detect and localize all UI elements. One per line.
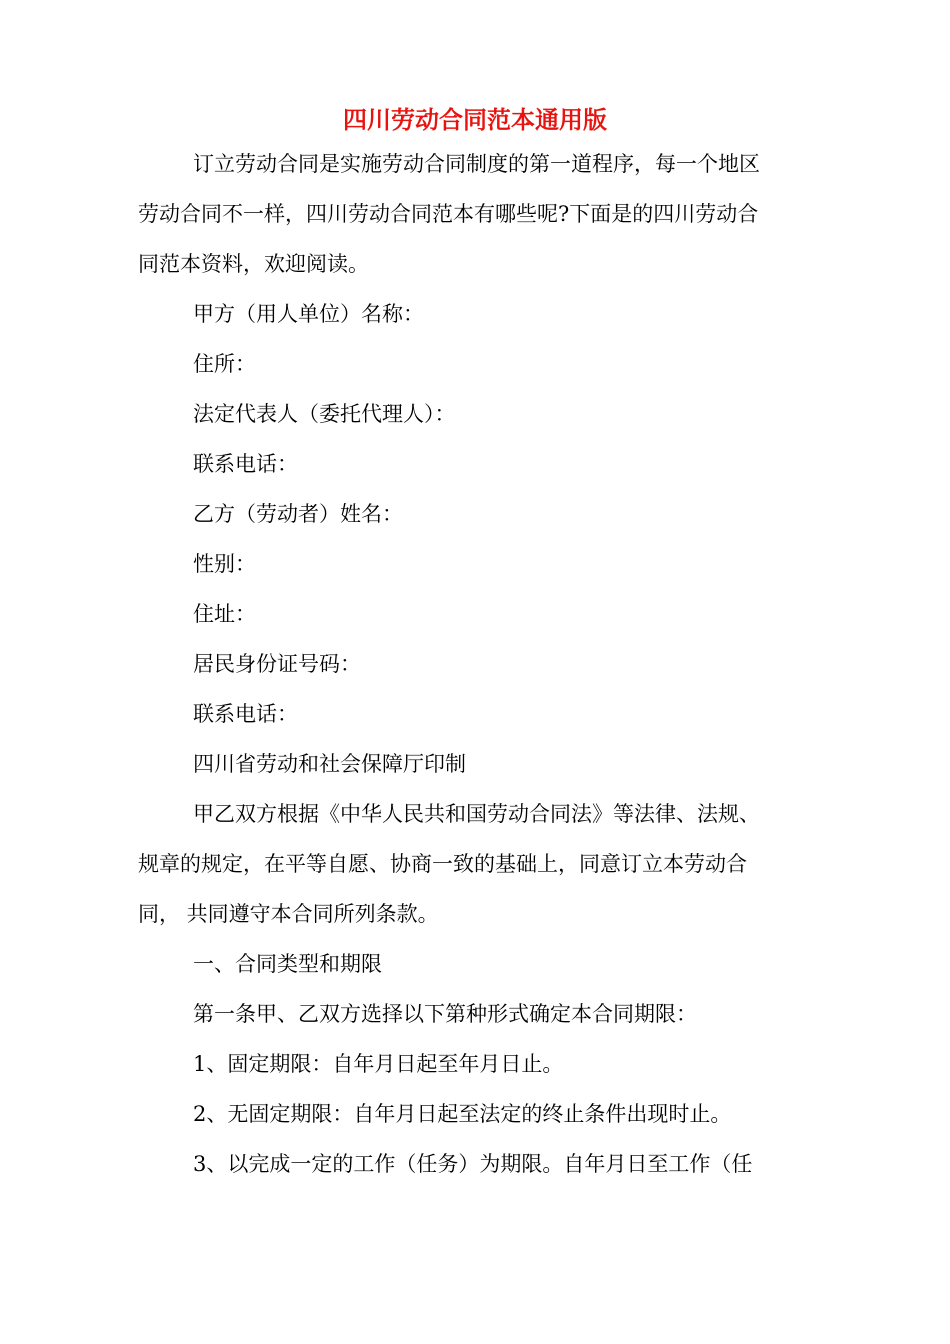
intro-line-2: 劳动合同不一样，四川劳动合同范本有哪些呢?下面是的四川劳动合 xyxy=(138,202,759,226)
party-a-legal-rep-field: 法定代表人（委托代理人）： xyxy=(193,402,456,426)
party-b-name-field: 乙方（劳动者）姓名： xyxy=(193,502,403,526)
document-title: 四川劳动合同范本通用版 xyxy=(343,106,607,134)
party-a-address-field: 住所： xyxy=(193,352,256,376)
party-b-id-number-field: 居民身份证号码： xyxy=(193,652,361,676)
issuer-line: 四川省劳动和社会保障厅印制 xyxy=(193,752,466,776)
intro-line-1: 订立劳动合同是实施劳动合同制度的第一道程序，每一个地区 xyxy=(193,152,760,176)
article-1: 第一条甲、乙双方选择以下第种形式确定本合同期限： xyxy=(193,1002,697,1026)
option-1: 1、固定期限：自年月日起至年月日止。 xyxy=(193,1052,564,1076)
preamble-line-3: 同， 共同遵守本合同所列条款。 xyxy=(138,902,439,926)
preamble-line-1: 甲乙双方根据《中华人民共和国劳动合同法》等法律、法规、 xyxy=(193,802,760,826)
party-b-address-field: 住址： xyxy=(193,602,256,626)
party-a-phone-field: 联系电话： xyxy=(193,452,298,476)
party-a-name-field: 甲方（用人单位）名称： xyxy=(193,302,424,326)
preamble-line-2: 规章的规定，在平等自愿、协商一致的基础上，同意订立本劳动合 xyxy=(138,852,747,876)
option-3: 3、以完成一定的工作（任务）为期限。自年月日至工作（任 xyxy=(193,1152,753,1176)
party-b-gender-field: 性别： xyxy=(193,552,256,576)
section-heading: 一、合同类型和期限 xyxy=(193,952,382,976)
option-2: 2、无固定期限：自年月日起至法定的终止条件出现时止。 xyxy=(193,1102,732,1126)
party-b-phone-field: 联系电话： xyxy=(193,702,298,726)
intro-line-3: 同范本资料，欢迎阅读。 xyxy=(138,252,369,276)
